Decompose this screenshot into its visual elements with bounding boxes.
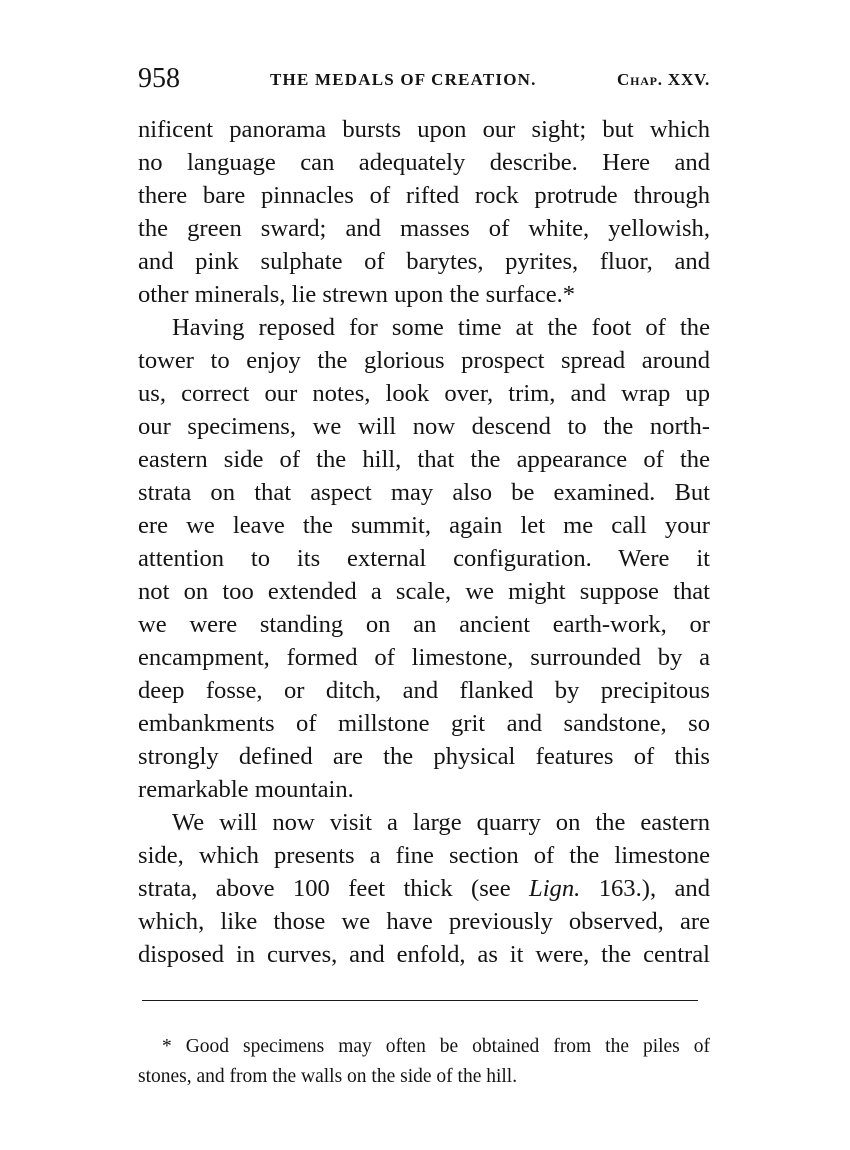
body-line-3: there bare pinnacles of rifted rock protrude through xyxy=(138,182,710,209)
body-line-22: We will now visit a large quarry on the eastern xyxy=(172,809,710,836)
body-line-24-before: strata, above 100 feet thick (see xyxy=(138,875,530,902)
body-line-23: side, which presents a fine section of the limestone xyxy=(138,842,710,869)
body-line-10: our specimens, we will now descend to the north- xyxy=(138,413,710,440)
footnote-rule xyxy=(142,1000,698,1001)
body-line-9: us, correct our notes, look over, trim, and wrap up xyxy=(138,380,710,407)
body-line-24 xyxy=(138,872,710,905)
body-line-7: Having reposed for some time at the foot of the xyxy=(172,314,710,341)
body-line-13: ere we leave the summit, again let me call your xyxy=(138,512,710,539)
body-line-17: encampment, formed of limestone, surrounded by a xyxy=(138,644,710,671)
body-line-18: deep fosse, or ditch, and flanked by precipitous xyxy=(138,677,710,704)
body-line-8: tower to enjoy the glorious prospect spread around xyxy=(138,347,710,374)
footnote xyxy=(138,1032,710,1092)
body-line-20: strongly defined are the physical features of this xyxy=(138,743,710,770)
body-line-19: embankments of millstone grit and sandstone, so xyxy=(138,710,710,737)
body-line-26: disposed in curves, and enfold, as it were, the central xyxy=(138,941,710,968)
body-line-4: the green sward; and masses of white, yellowish, xyxy=(138,215,710,242)
body-line-12: strata on that aspect may also be examined. But xyxy=(138,479,710,506)
body-line-24-after: 163.), and xyxy=(580,875,710,902)
body-line-25: which, like those we have previously observed, are xyxy=(138,908,710,935)
footnote-line-1: * Good specimens may often be obtained from the piles of xyxy=(162,1036,710,1057)
page-number: 958 xyxy=(138,63,180,94)
body-line-1: nificent panorama bursts upon our sight; but which xyxy=(138,116,710,143)
body-line-5: and pink sulphate of barytes, pyrites, fluor, and xyxy=(138,248,710,275)
running-head xyxy=(138,62,710,96)
body-line-11: eastern side of the hill, that the appearance of the xyxy=(138,446,710,473)
body-line-21: remarkable mountain. xyxy=(138,776,354,803)
body-line-15: not on too extended a scale, we might suppose that xyxy=(138,578,710,605)
chapter-label: Chap. XXV. xyxy=(617,70,710,89)
body-text xyxy=(138,113,710,971)
lign-reference: Lign. xyxy=(529,875,581,902)
body-line-14: attention to its external configuration. Were it xyxy=(138,545,710,572)
body-line-16: we were standing on an ancient earth-work, or xyxy=(138,611,710,638)
body-line-2: no language can adequately describe. Here and xyxy=(138,149,710,176)
running-title: THE MEDALS OF CREATION. xyxy=(270,70,537,89)
body-line-6: other minerals, lie strewn upon the surface.* xyxy=(138,281,576,308)
footnote-line-2: stones, and from the walls on the side of the hill. xyxy=(138,1066,518,1087)
